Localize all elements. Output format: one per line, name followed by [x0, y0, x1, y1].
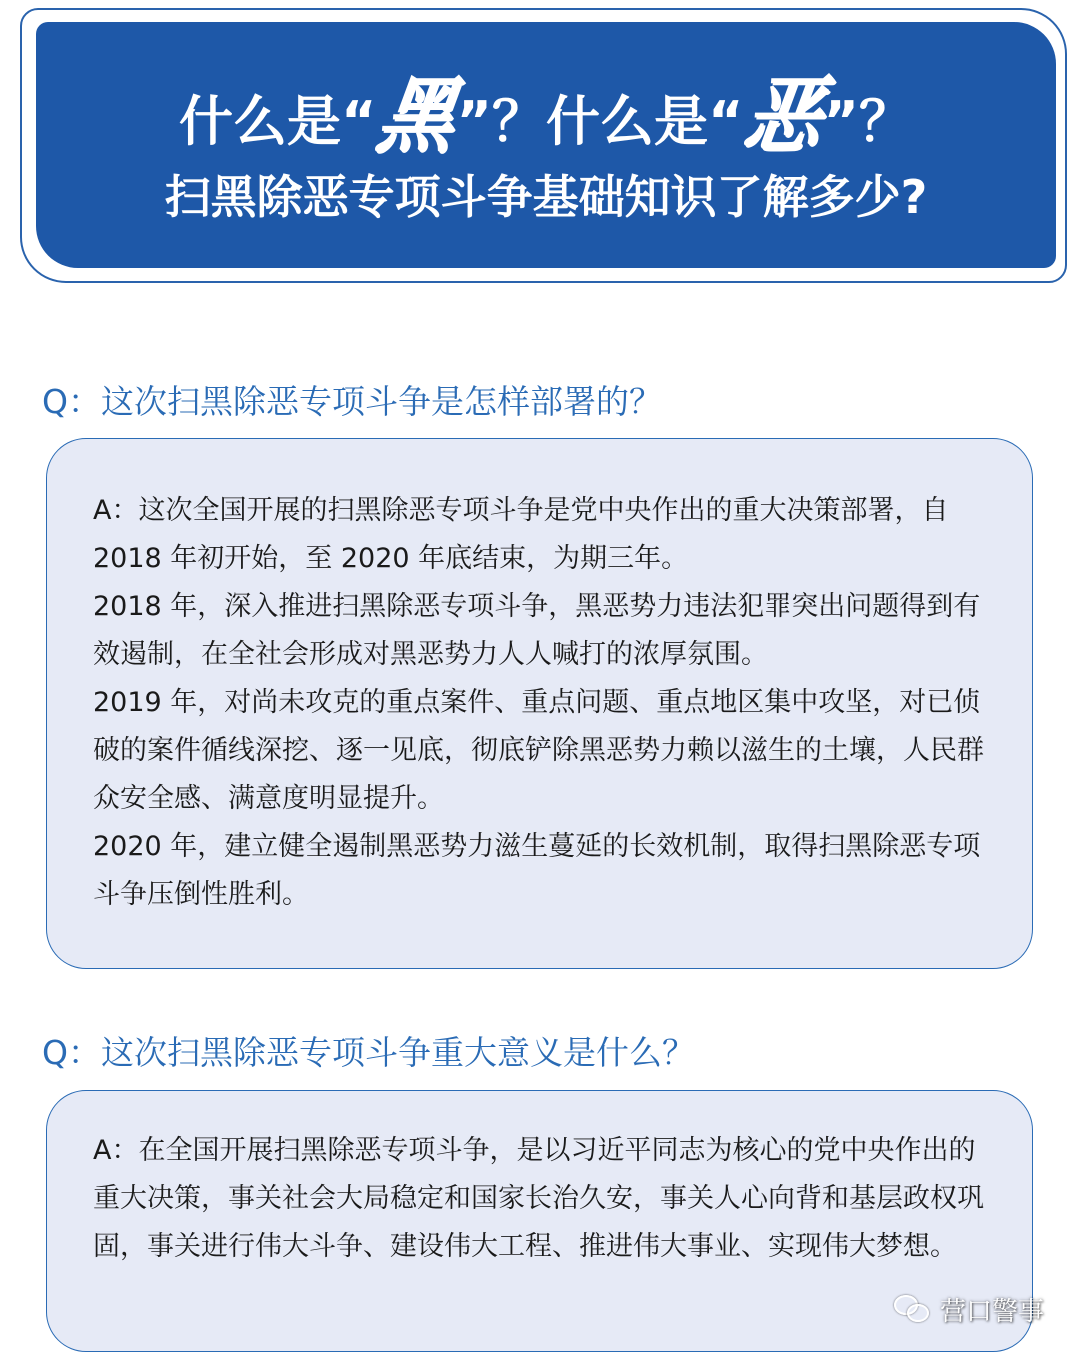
- header-title-line1: [36, 65, 1056, 164]
- header-title-post: ”？: [823, 90, 913, 153]
- answer-2-text: [93, 1127, 1000, 1271]
- answer-card-2: [46, 1090, 1033, 1352]
- answer-1-text: [93, 487, 1000, 919]
- header-title-pre: 什么是“: [178, 90, 377, 153]
- header-title-mid: ”？什么是“: [456, 90, 744, 153]
- wechat-icon: [894, 1295, 932, 1325]
- answer-1-paragraph-4: 2020 年，建立健全遏制黑恶势力滋生蔓延的长效机制，取得扫黑除恶专项斗争压倒性胜利。: [93, 831, 981, 910]
- answer-1-paragraph-1: A：这次全国开展的扫黑除恶专项斗争是党中央作出的重大决策部署，自 2018 年初开始，至 2020 年底结束，为期三年。: [93, 495, 949, 574]
- question-2: Q：这次扫黑除恶专项斗争重大意义是什么？: [42, 1033, 695, 1072]
- answer-1-paragraph-2: 2018 年，深入推进扫黑除恶专项斗争，黑恶势力违法犯罪突出问题得到有效遏制，在全社会形成对黑恶势力人人喊打的浓厚氛围。: [93, 591, 981, 670]
- header-title-line2: 扫黑除恶专项斗争基础知识了解多少?: [164, 170, 928, 224]
- answer-card-1: [46, 438, 1033, 969]
- watermark: [894, 1291, 1044, 1328]
- answer-2-paragraph-1: A：在全国开展扫黑除恶专项斗争，是以习近平同志为核心的党中央作出的重大决策，事关社会大局稳定和国家长治久安，事关人心向背和基层政权巩固，事关进行伟大斗争、建设伟大工程、推进伟大事业、实现伟大梦想。: [93, 1135, 984, 1262]
- header-banner: [36, 22, 1056, 268]
- header-brush-char-e: 恶: [738, 65, 829, 164]
- answer-1-paragraph-3: 2019 年，对尚未攻克的重点案件、重点问题、重点地区集中攻坚，对已侦破的案件循线深挖、逐一见底，彻底铲除黑恶势力赖以滋生的土壤，人民群众安全感、满意度明显提升。: [93, 687, 984, 814]
- watermark-text: 营口警事: [939, 1297, 1044, 1327]
- question-1: Q：这次扫黑除恶专项斗争是怎样部署的？: [42, 382, 662, 421]
- header-brush-char-hei: 黑: [371, 65, 462, 164]
